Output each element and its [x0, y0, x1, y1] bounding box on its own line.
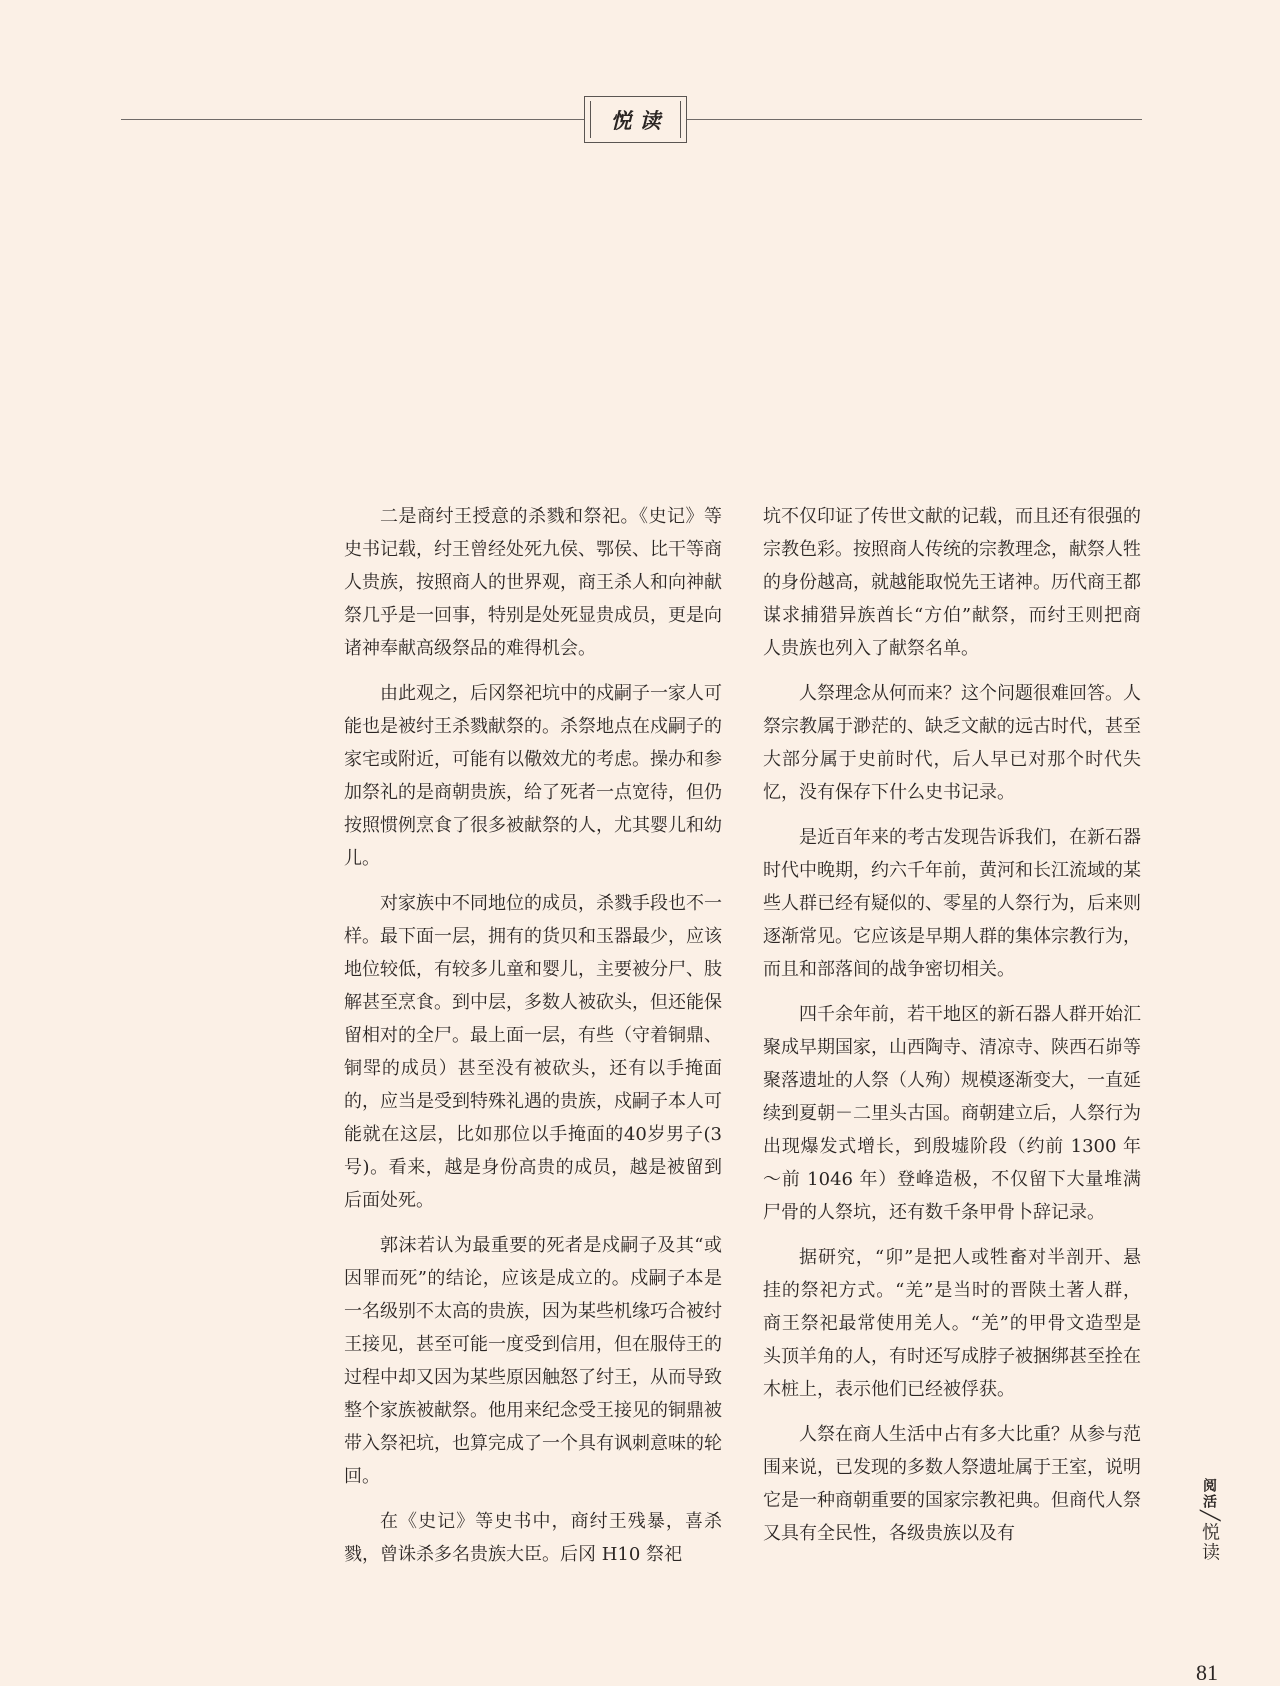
paragraph: 郭沫若认为最重要的死者是戍嗣子及其“或因罪而死”的结论，应该是成立的。戍嗣子本是一名级别不太高的贵族，因为某些机缘巧合被纣王接见，甚至可能一度受到信用，但在服侍王的过程中却又因为某些原因触怒了纣王，从而导致整个家族被献祭。他用来纪念受王接见的铜鼎被带入祭祀坑，也算完成了一个具有讽刺意味的轮回。: [344, 1235, 722, 1487]
side-label-large: 悦读: [1199, 1522, 1220, 1563]
paragraph: 二是商纣王授意的杀戮和祭祀。《史记》等史书记载，纣王曾经处死九侯、鄂侯、比干等商人贵族，按照商人的世界观，商王杀人和向神献祭几乎是一回事，特别是处死显贵成员，更是向诸神奉献高级祭品的难得机会。: [344, 506, 722, 659]
section-title: 悦读: [610, 107, 669, 133]
side-label-separator: ╱: [1199, 1510, 1220, 1523]
paragraph: 由此观之，后冈祭祀坑中的戍嗣子一家人可能也是被纣王杀戮献祭的。杀祭地点在戍嗣子的家宅或附近，可能有以儆效尤的考虑。操办和参加祭礼的是商朝贵族，给了死者一点宽待，但仍按照惯例烹食了很多被献祭的人，尤其婴儿和幼儿。: [344, 683, 722, 869]
page-number: 81: [1196, 1660, 1218, 1685]
paragraph: 人祭理念从何而来？这个问题很难回答。人祭宗教属于渺茫的、缺乏文献的远古时代，甚至大部分属于史前时代，后人早已对那个时代失忆，没有保存下什么史书记录。: [763, 683, 1141, 803]
paragraph: 据研究，“卯”是把人或牲畜对半剖开、悬挂的祭祀方式。“羌”是当时的晋陕土著人群，商王祭祀最常使用羌人。“羌”的甲骨文造型是头顶羊角的人，有时还写成脖子被捆绑甚至拴在木桩上，表示他们已经被俘获。: [763, 1247, 1141, 1400]
header-rule-right: [687, 119, 1142, 120]
paragraph: 是近百年来的考古发现告诉我们，在新石器时代中晚期，约六千年前，黄河和长江流域的某些人群已经有疑似的、零星的人祭行为，后来则逐渐常见。它应该是早期人群的集体宗教行为，而且和部落间的战争密切相关。: [763, 827, 1141, 980]
left-column: [344, 500, 722, 1583]
paragraph: 在《史记》等史书中，商纣王残暴，喜杀戮，曾诛杀多名贵族大臣。后冈 H10 祭祀: [344, 1511, 722, 1565]
paragraph: 对家族中不同地位的成员，杀戮手段也不一样。最下面一层，拥有的货贝和玉器最少，应该地位较低，有较多儿童和婴儿，主要被分尸、肢解甚至烹食。到中层，多数人被砍头，但还能保留相对的全尸。最上面一层，有些（守着铜鼎、铜斝的成员）甚至没有被砍头，还有以手掩面的，应当是受到特殊礼遇的贵族，戍嗣子本人可能就在这层，比如那位以手掩面的40岁男子(3号)。看来，越是身份高贵的成员，越是被留到后面处死。: [344, 893, 722, 1211]
paragraph: 四千余年前，若干地区的新石器人群开始汇聚成早期国家，山西陶寺、清凉寺、陕西石峁等聚落遗址的人祭（人殉）规模逐渐变大，一直延续到夏朝－二里头古国。商朝建立后，人祭行为出现爆发式增长，到殷墟阶段（约前 1300 年～前 1046 年）登峰造极，不仅留下大量堆满尸骨的人祭坑，还有数千条甲骨卜辞记录。: [763, 1004, 1141, 1223]
header-rule-left: [121, 119, 584, 120]
side-label-small: 阅活: [1201, 1478, 1217, 1510]
section-badge: [584, 96, 687, 143]
paragraph: 坑不仅印证了传世文献的记载，而且还有很强的宗教色彩。按照商人传统的宗教理念，献祭人牲的身份越高，就越能取悦先王诸神。历代商王都谋求捕猎异族酋长“方伯”献祭，而纣王则把商人贵族也列入了献祭名单。: [763, 506, 1141, 659]
right-column: [763, 500, 1141, 1562]
paragraph: 人祭在商人生活中占有多大比重？从参与范围来说，已发现的多数人祭遗址属于王室，说明它是一种商朝重要的国家宗教祀典。但商代人祭又具有全民性，各级贵族以及有: [763, 1424, 1141, 1544]
side-section-label: [1196, 1478, 1222, 1563]
